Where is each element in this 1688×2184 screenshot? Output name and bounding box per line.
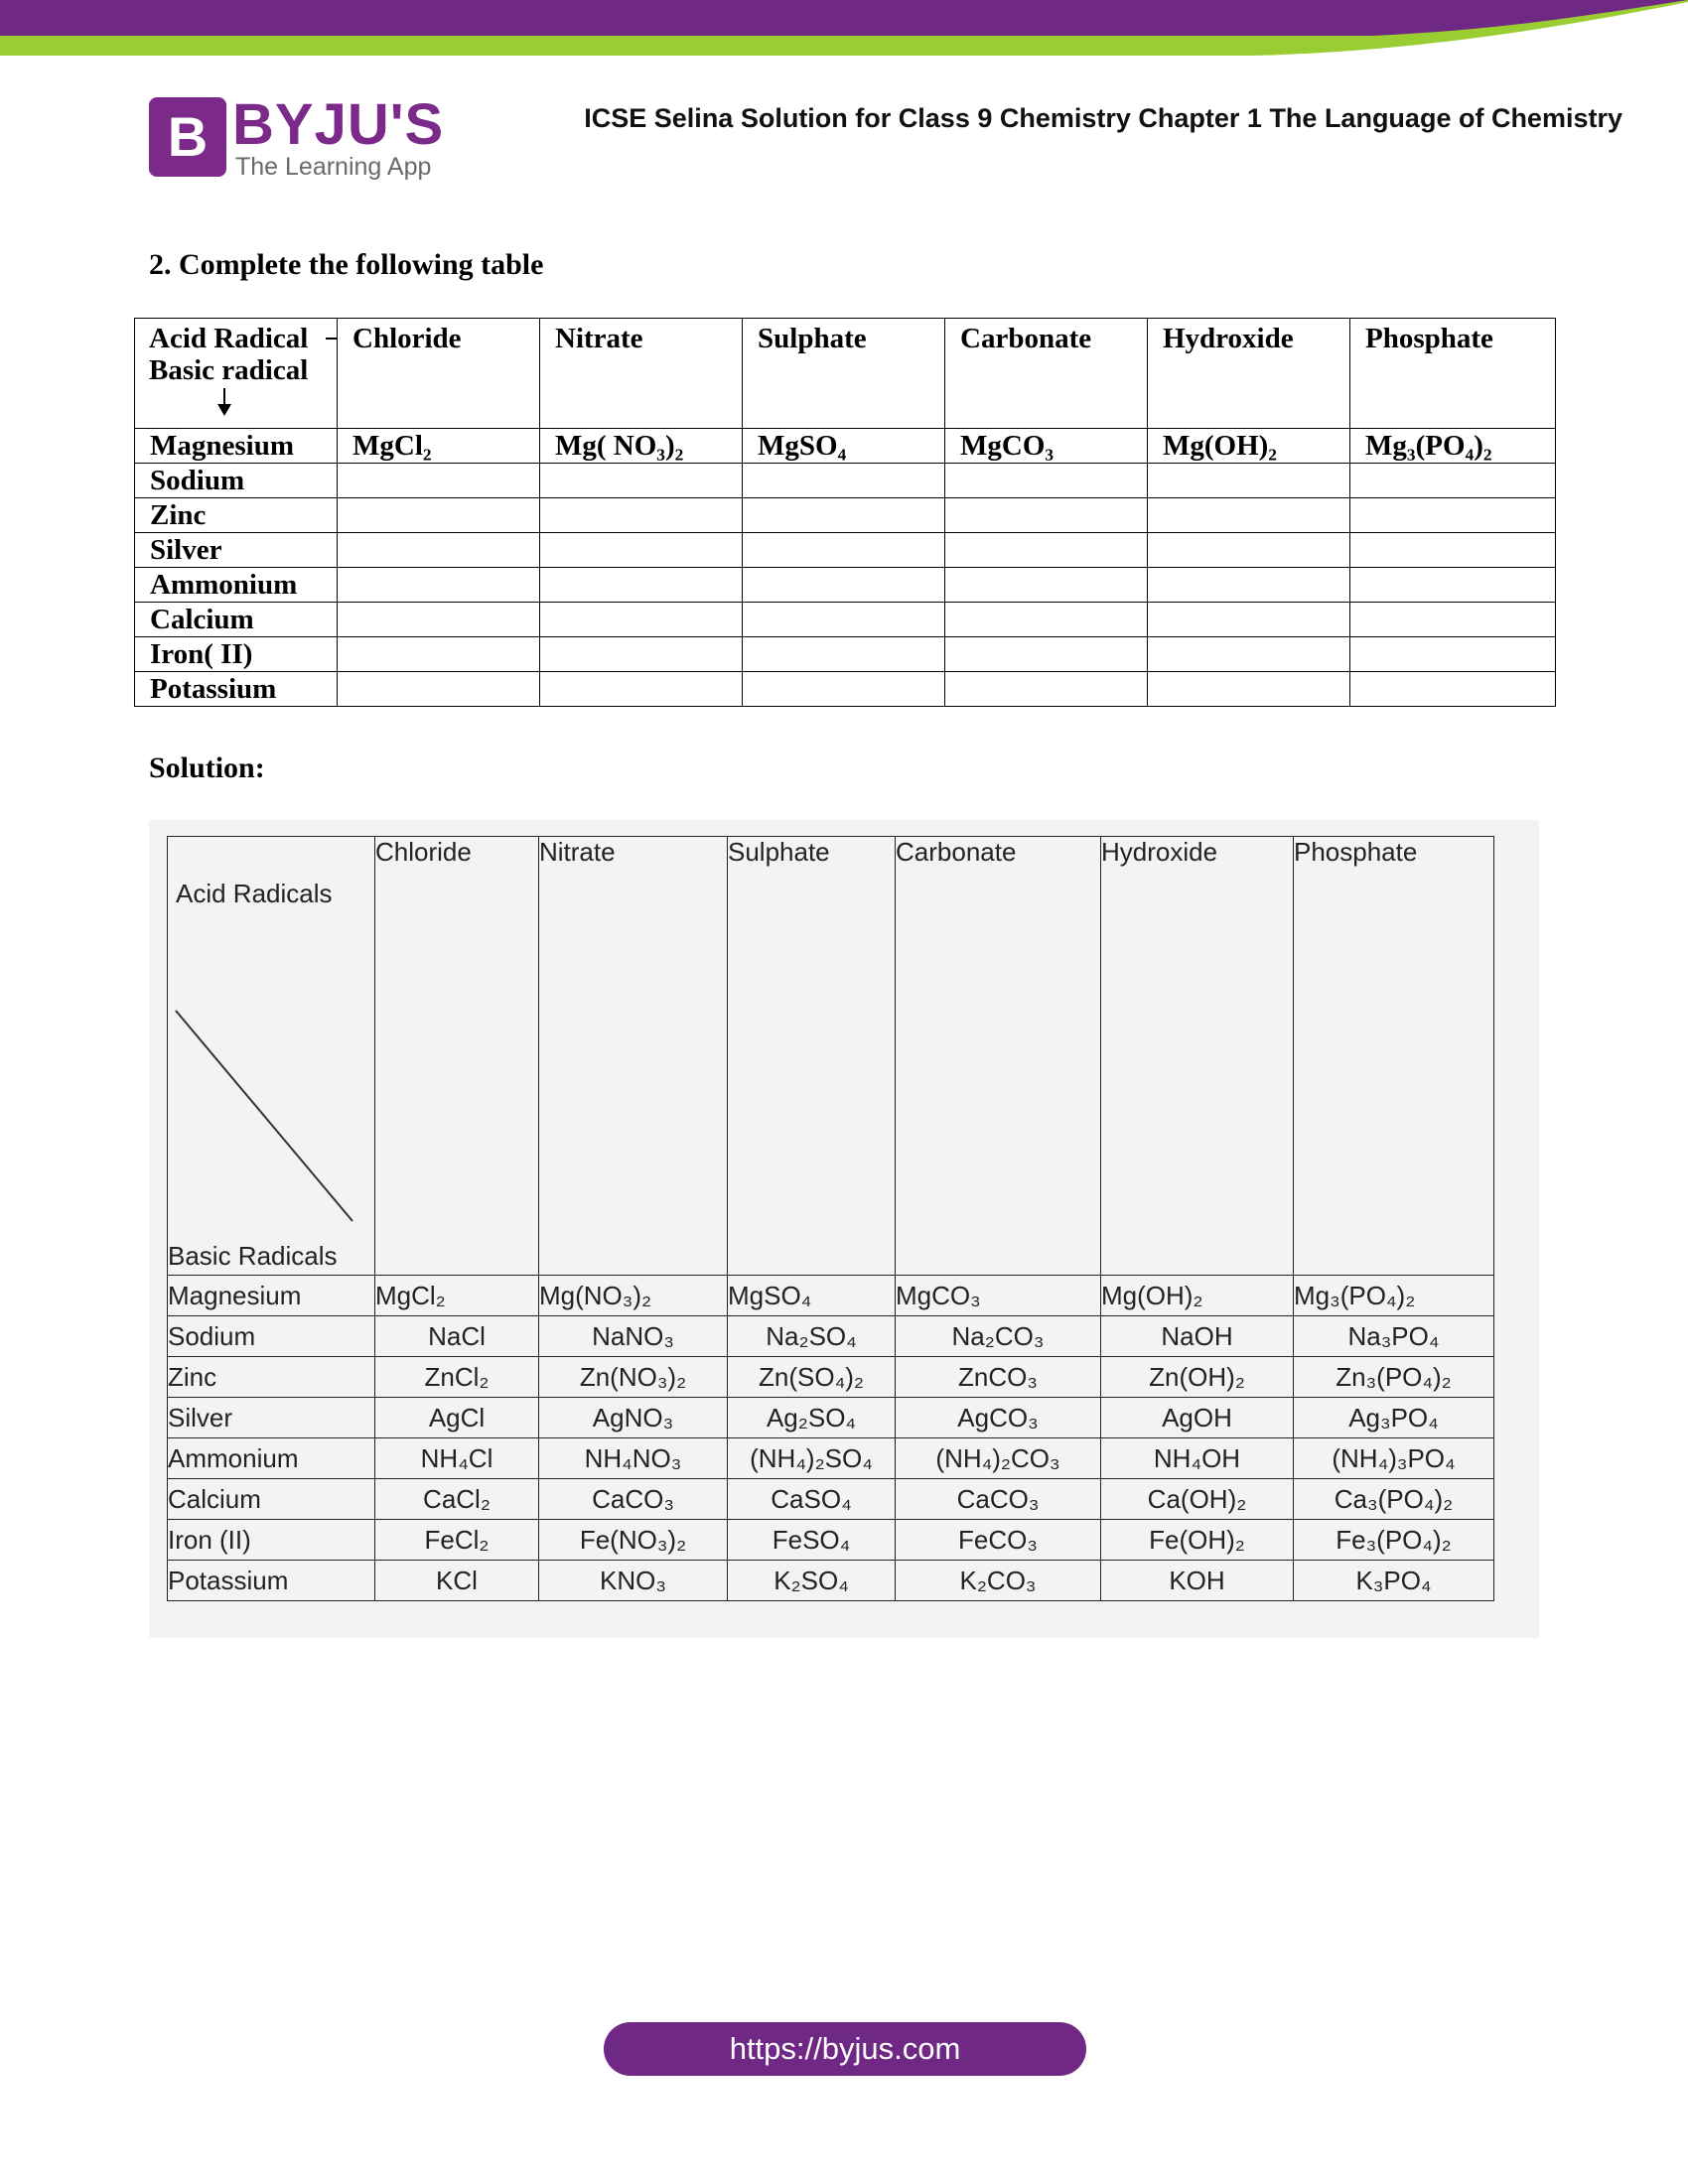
- table-cell: Na₂SO₄: [728, 1316, 896, 1357]
- table-cell: Na₃PO₄: [1294, 1316, 1494, 1357]
- table-cell: CaCO₃: [539, 1479, 728, 1520]
- table-cell: [945, 568, 1148, 603]
- table-cell: KCl: [375, 1561, 539, 1601]
- table-cell: Mg₃(PO₄)₂: [1294, 1276, 1494, 1316]
- table-cell: [743, 568, 945, 603]
- table-cell: [945, 637, 1148, 672]
- table-cell: [945, 533, 1148, 568]
- table-cell: Fe(NO₃)₂: [539, 1520, 728, 1561]
- table-cell: [1148, 498, 1350, 533]
- solution-header-cell: Phosphate: [1294, 837, 1494, 1276]
- table-row: [168, 1561, 1494, 1601]
- table-cell: K₃PO₄: [1294, 1561, 1494, 1601]
- table-cell: Zn(NO₃)₂: [539, 1357, 728, 1398]
- row-name: Sodium: [168, 1316, 375, 1357]
- row-name: Potassium: [135, 672, 338, 707]
- table-cell: Mg(OH)₂: [1148, 429, 1350, 464]
- table-cell: [338, 637, 540, 672]
- table-row: [135, 464, 1556, 498]
- table-cell: Fe(OH)₂: [1101, 1520, 1294, 1561]
- question-header-row: [135, 319, 1556, 429]
- table-cell: MgCO₃: [945, 429, 1148, 464]
- row-name: Magnesium: [168, 1276, 375, 1316]
- table-cell: MgSO₄: [743, 429, 945, 464]
- table-cell: [945, 672, 1148, 707]
- table-cell: [1148, 603, 1350, 637]
- row-name: Calcium: [135, 603, 338, 637]
- question-table: [134, 318, 1556, 707]
- table-cell: [338, 568, 540, 603]
- table-cell: [1148, 637, 1350, 672]
- table-cell: Zn₃(PO₄)₂: [1294, 1357, 1494, 1398]
- table-cell: CaCO₃: [896, 1479, 1101, 1520]
- row-name: Potassium: [168, 1561, 375, 1601]
- table-row: [168, 1479, 1494, 1520]
- table-cell: NH₄NO₃: [539, 1438, 728, 1479]
- table-row: [135, 533, 1556, 568]
- row-name: Zinc: [135, 498, 338, 533]
- table-cell: Mg(NO₃)₂: [539, 1276, 728, 1316]
- table-cell: [540, 672, 743, 707]
- top-color-band: [0, 0, 1688, 60]
- table-cell: NaNO₃: [539, 1316, 728, 1357]
- table-cell: [338, 498, 540, 533]
- table-cell: NH₄Cl: [375, 1438, 539, 1479]
- row-name: Zinc: [168, 1357, 375, 1398]
- logo-tagline: The Learning App: [235, 153, 432, 181]
- arrow-down-icon: [223, 388, 225, 410]
- acid-radicals-label: Acid Radicals: [176, 879, 333, 908]
- table-cell: MgCl₂: [375, 1276, 539, 1316]
- table-cell: KNO₃: [539, 1561, 728, 1601]
- table-cell: [1350, 498, 1556, 533]
- solution-header-cell: Nitrate: [539, 837, 728, 1276]
- table-row: [168, 1438, 1494, 1479]
- table-cell: [743, 498, 945, 533]
- table-cell: [1350, 672, 1556, 707]
- table-cell: Mg₃(PO₄)₂: [1350, 429, 1556, 464]
- table-cell: AgCO₃: [896, 1398, 1101, 1438]
- table-cell: (NH₄)₃PO₄: [1294, 1438, 1494, 1479]
- table-cell: AgCl: [375, 1398, 539, 1438]
- table-cell: [1350, 464, 1556, 498]
- logo-name: BYJU'S: [232, 92, 445, 157]
- table-row: [135, 603, 1556, 637]
- table-cell: [1148, 533, 1350, 568]
- table-cell: [540, 533, 743, 568]
- table-cell: [338, 533, 540, 568]
- table-cell: [743, 603, 945, 637]
- solution-label: Solution:: [149, 751, 265, 784]
- table-cell: MgCl₂: [338, 429, 540, 464]
- table-row: [135, 637, 1556, 672]
- table-row: [135, 568, 1556, 603]
- basic-radical-label: Basic radical: [149, 354, 309, 386]
- table-cell: FeCO₃: [896, 1520, 1101, 1561]
- row-name: Magnesium: [135, 429, 338, 464]
- table-cell: [743, 533, 945, 568]
- footer-url-link[interactable]: https://byjus.com: [604, 2022, 1086, 2076]
- table-cell: [540, 498, 743, 533]
- table-cell: Ca₃(PO₄)₂: [1294, 1479, 1494, 1520]
- table-row: [135, 429, 1556, 464]
- table-cell: [540, 637, 743, 672]
- table-cell: (NH₄)₂SO₄: [728, 1438, 896, 1479]
- table-row: [168, 1520, 1494, 1561]
- table-cell: NaCl: [375, 1316, 539, 1357]
- document-title: ICSE Selina Solution for Class 9 Chemistry Chapter 1 The Language of Chemistry: [584, 103, 1622, 133]
- table-cell: [1148, 464, 1350, 498]
- table-cell: AgNO₃: [539, 1398, 728, 1438]
- table-cell: Fe₃(PO₄)₂: [1294, 1520, 1494, 1561]
- row-name: Iron( II): [135, 637, 338, 672]
- table-cell: NaOH: [1101, 1316, 1294, 1357]
- table-cell: [1350, 637, 1556, 672]
- table-cell: [540, 603, 743, 637]
- table-cell: [540, 568, 743, 603]
- table-cell: MgSO₄: [728, 1276, 896, 1316]
- table-row: [168, 1398, 1494, 1438]
- question-header-cell: Hydroxide: [1148, 319, 1350, 429]
- table-cell: NH₄OH: [1101, 1438, 1294, 1479]
- table-row: [135, 672, 1556, 707]
- table-cell: [945, 603, 1148, 637]
- basic-radicals-label: Basic Radicals: [168, 1241, 338, 1271]
- table-cell: Mg(OH)₂: [1101, 1276, 1294, 1316]
- table-cell: [945, 498, 1148, 533]
- table-cell: [1350, 533, 1556, 568]
- question-text: 2. Complete the following table: [149, 248, 544, 281]
- table-cell: [1148, 672, 1350, 707]
- solution-corner-cell: [168, 837, 375, 1276]
- table-cell: Na₂CO₃: [896, 1316, 1101, 1357]
- table-cell: [743, 672, 945, 707]
- table-cell: [338, 464, 540, 498]
- table-cell: Ag₃PO₄: [1294, 1398, 1494, 1438]
- table-cell: FeSO₄: [728, 1520, 896, 1561]
- question-header-cell: Sulphate: [743, 319, 945, 429]
- table-cell: CaCl₂: [375, 1479, 539, 1520]
- row-name: Silver: [168, 1398, 375, 1438]
- question-header-cell: Phosphate: [1350, 319, 1556, 429]
- table-cell: Mg( NO₃)₂: [540, 429, 743, 464]
- table-row: [168, 1316, 1494, 1357]
- table-cell: [338, 672, 540, 707]
- table-cell: [1350, 568, 1556, 603]
- table-row: [135, 498, 1556, 533]
- table-cell: K₂CO₃: [896, 1561, 1101, 1601]
- table-cell: Zn(SO₄)₂: [728, 1357, 896, 1398]
- table-cell: [338, 603, 540, 637]
- table-cell: Ca(OH)₂: [1101, 1479, 1294, 1520]
- row-name: Calcium: [168, 1479, 375, 1520]
- table-cell: AgOH: [1101, 1398, 1294, 1438]
- table-row: [168, 1357, 1494, 1398]
- question-header-cell: Nitrate: [540, 319, 743, 429]
- table-cell: [743, 464, 945, 498]
- table-cell: ZnCO₃: [896, 1357, 1101, 1398]
- table-cell: KOH: [1101, 1561, 1294, 1601]
- table-cell: ZnCl₂: [375, 1357, 539, 1398]
- question-corner-cell: [135, 319, 338, 429]
- acid-radical-label: Acid Radical: [149, 323, 309, 354]
- solution-table: [167, 836, 1494, 1601]
- row-name: Ammonium: [168, 1438, 375, 1479]
- solution-header-cell: Carbonate: [896, 837, 1101, 1276]
- table-cell: [743, 637, 945, 672]
- arrow-right-icon: [326, 338, 338, 340]
- question-header-cell: Carbonate: [945, 319, 1148, 429]
- table-cell: [1148, 568, 1350, 603]
- table-cell: MgCO₃: [896, 1276, 1101, 1316]
- table-cell: [540, 464, 743, 498]
- solution-header-cell: Chloride: [375, 837, 539, 1276]
- logo-mark: B: [149, 97, 226, 177]
- table-cell: (NH₄)₂CO₃: [896, 1438, 1101, 1479]
- solution-header-row: [168, 837, 1494, 1276]
- table-cell: K₂SO₄: [728, 1561, 896, 1601]
- row-name: Iron (II): [168, 1520, 375, 1561]
- table-cell: [1350, 603, 1556, 637]
- table-cell: CaSO₄: [728, 1479, 896, 1520]
- solution-header-cell: Hydroxide: [1101, 837, 1294, 1276]
- table-cell: Ag₂SO₄: [728, 1398, 896, 1438]
- solution-header-cell: Sulphate: [728, 837, 896, 1276]
- row-name: Ammonium: [135, 568, 338, 603]
- row-name: Silver: [135, 533, 338, 568]
- table-cell: [945, 464, 1148, 498]
- row-name: Sodium: [135, 464, 338, 498]
- diagonal-line: [168, 837, 375, 1275]
- question-header-cell: Chloride: [338, 319, 540, 429]
- table-cell: Zn(OH)₂: [1101, 1357, 1294, 1398]
- table-cell: FeCl₂: [375, 1520, 539, 1561]
- table-row: [168, 1276, 1494, 1316]
